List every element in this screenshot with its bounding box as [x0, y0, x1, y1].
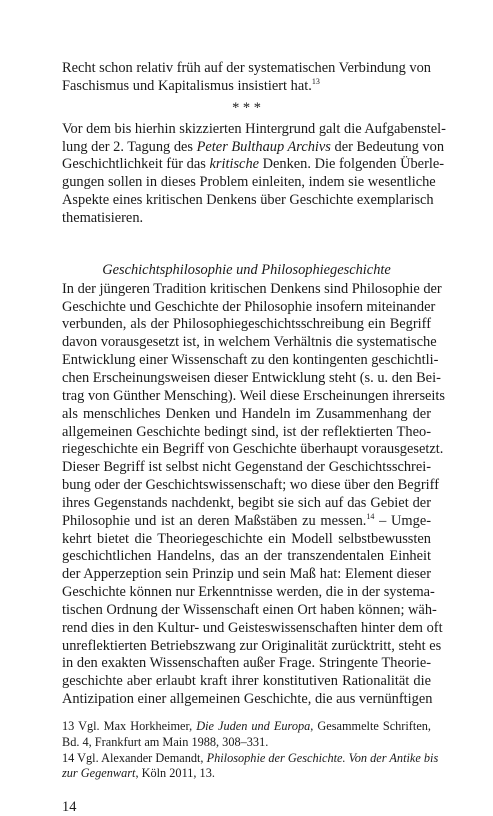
paragraph-intro — [62, 120, 446, 228]
text-line: geschichte aber erlaubt kraft ihrer konstitutiven Rationalität die — [62, 673, 431, 690]
page-number: 14 — [62, 799, 77, 816]
text-line: rend dies in den Kultur- und Geisteswissenschaften hinter dem oft — [62, 619, 443, 636]
text-line: geschichtlichen Handelns, das an der transzendentalen Einheit — [62, 548, 431, 565]
text-line: trag von Günther Mensching). Weil diese Erscheinungen ihrerseits — [62, 387, 446, 404]
text-line: Recht schon relativ früh auf der systematischen Verbindung von — [62, 60, 431, 76]
text-line: Aspekte eines kritischen Denkens über Geschichte exemplarisch — [62, 192, 434, 209]
text-line: Geschichte können nur Erkenntnisse werden, die in der systema- — [62, 584, 435, 601]
text-line: 13 Vgl. Max Horkheimer, Die Juden und Europa, Gesammelte Schriften, — [62, 719, 432, 733]
text-line: allgemeinen Geschichte bedingt sind, ist der reflektierten Theo- — [62, 423, 431, 440]
text-line: davon vorausgesetzt ist, in welchem Verhältnis die systematische — [62, 334, 437, 351]
footnote-13 — [62, 719, 431, 751]
text-line: in den exakten Wissenschaften außer Frage. Stringente Theorie- — [62, 655, 431, 672]
text-line: Bd. 4, Frankfurt am Main 1988, 308–331. — [62, 734, 269, 749]
text-line: Faschismus und Kapitalismus insistiert hat.$^{13}$ — [62, 77, 320, 94]
text-line: In der jüngeren Tradition kritischen Denkens sind Philosophie der — [62, 280, 442, 297]
text-line: lung der 2. Tagung des Peter Bulthaup Archivs der Bedeutung von — [62, 138, 445, 155]
text-line: Philosophie und ist an deren Maßstäben zu messen.$^{14}$ – Umge- — [62, 511, 431, 529]
text-line: Entwicklung einer Wissenschaft zu den kontingenten geschichtli- — [62, 352, 439, 369]
text-line: der Apperzeption sein Prinzip und sein Maß hat: Element dieser — [62, 566, 431, 583]
text-line: verbunden, als der Philosophiegeschichtsschreibung ein Begriff — [62, 316, 431, 333]
opening-paragraph — [62, 60, 431, 96]
section-heading: Geschichtsphilosophie und Philosophiegeschichte — [102, 261, 391, 278]
book-page — [62, 60, 446, 816]
footnote-14 — [62, 750, 439, 783]
text-line: unreflektierten Betriebszwang zur Originalität zurücktritt, steht es — [62, 637, 442, 654]
emphasis-text: kritische — [209, 156, 260, 173]
paragraph-main — [62, 280, 446, 709]
text-line: thematisieren. — [62, 209, 144, 226]
text-line: tischen Ordnung der Wissenschaft einen Ort haben können; wäh- — [62, 601, 437, 618]
footnote-ref-14: 14 — [366, 511, 375, 521]
text-line: Geschichtlichkeit für das kritische Denken. Die folgenden Überle- — [62, 156, 445, 173]
text-line: chen Erscheinungsweisen dieser Entwicklung steht (s. u. den Bei- — [62, 369, 441, 386]
text-line: kehrt bietet die Theoriegeschichte ein Modell selbstbewussten — [62, 530, 431, 547]
text-line: als menschliches Denken und Handeln im Zusammenhang der — [62, 405, 431, 422]
text-line: riegeschichte ein Begriff von Geschichte überhaupt vorausgesetzt. — [62, 441, 444, 458]
text-line: 14 Vgl. Alexander Demandt, Philosophie der Geschichte. Von der Antike bis — [62, 750, 439, 765]
text-line: gungen sollen in dieses Problem einleiten, indem sie wesentliche — [62, 174, 436, 191]
footnotes — [62, 719, 439, 782]
footnote-ref-13: 13 — [311, 77, 320, 87]
text-line: Vor dem bis hierhin skizzierten Hintergrund galt die Aufgabenstel- — [62, 120, 446, 137]
text-line: zur Gegenwart, Köln 2011, 13. — [62, 766, 215, 781]
text-line: Antizipation einer allgemeinen Geschichte, die aus vernünftigen — [62, 691, 433, 708]
text-line: ihres Gegenstands nachdenkt, begibt sie sich auf das Gebiet der — [62, 494, 431, 511]
section-separator: * * * — [232, 99, 261, 116]
text-line: bung oder der Geschichtswissenschaft; wo diese über den Begriff — [62, 477, 439, 494]
emphasis-text: Peter Bulthaup Archivs — [196, 138, 331, 155]
text-line: Geschichte und Geschichte der Philosophie insofern miteinander — [62, 298, 436, 315]
text-line: Dieser Begriff ist selbst nicht Gegenstand der Geschichtsschrei- — [62, 459, 431, 476]
